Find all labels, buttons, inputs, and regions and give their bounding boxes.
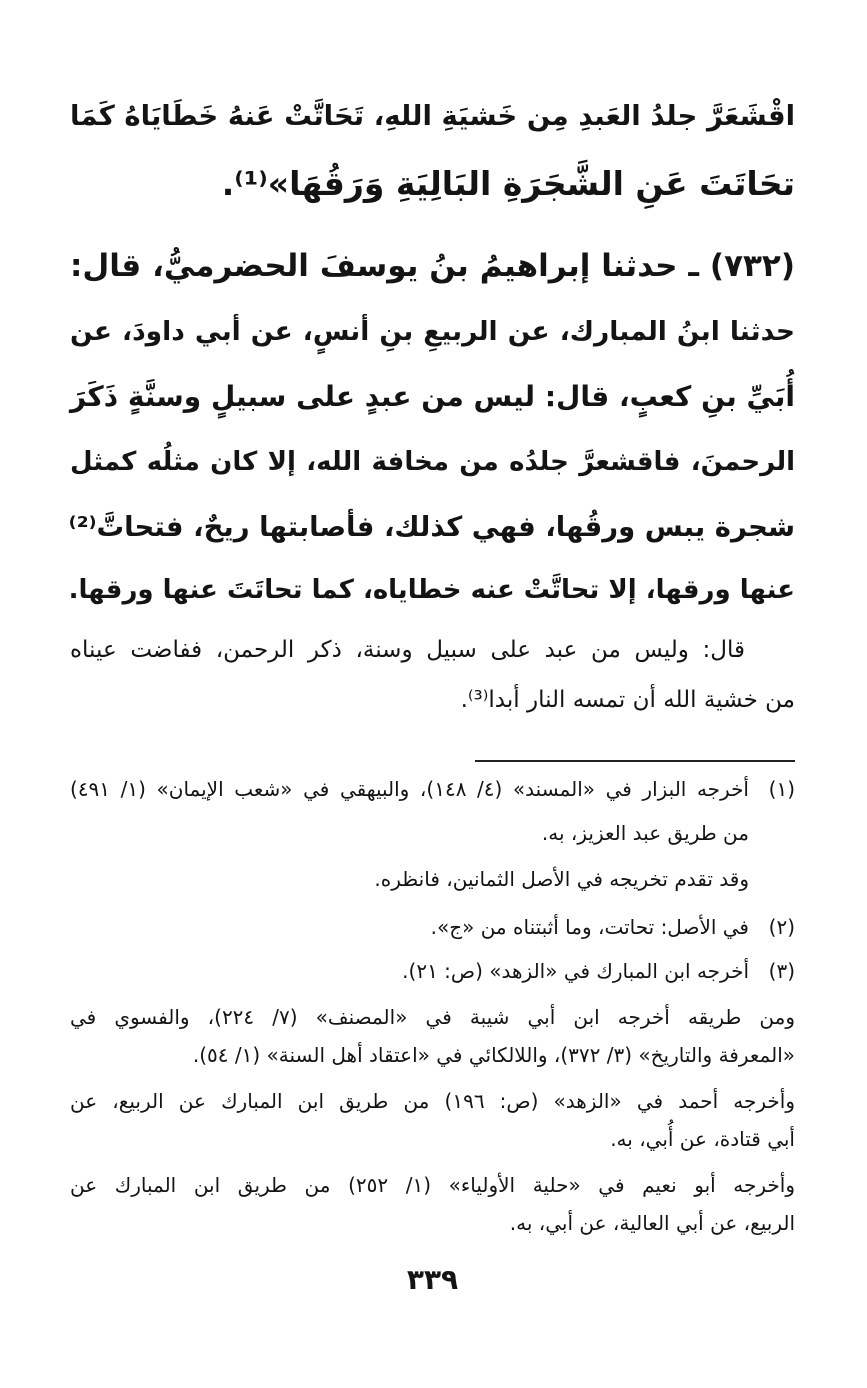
footnote-3-line-5: أبي قتادة، عن أُبي، به. [610,1127,795,1151]
book-page [70,0,795,1388]
footnote-1-text: أخرجه البزار في «المسند» (٤/ ١٤٨)، والبيهقي في «شعب الإيمان» (١/ ٤٩١) [70,777,749,801]
quote-line-2: من خشية الله أن تمسه النار أبدا⁽³⁾. [460,687,795,713]
footnote-3-line-2: ومن طريقه أخرجه ابن أبي شيبة في «المصنف» (٧/ ٢٢٤)، والفسوي في [70,1005,795,1029]
main-text-line-6: الرحمنَ، فاقشعرَّ جلدُه من مخافة الله، إلا كان مثلُه كمثل [70,447,795,477]
quote-line-1: قال: وليس من عبد على سبيل وسنة، ذكر الرحمن، ففاضت عيناه [70,637,745,663]
main-text-line-1: اقْشَعَرَّ جلدُ العَبدِ مِن خَشيَةِ اللهِ، تَحَاتَّتْ عَنهُ خَطَايَاهُ كَمَا [70,100,795,132]
footnote-2-number: (٢) [768,915,795,939]
footnote-2-text: في الأصل: تحاتت، وما أثبتناه من «ج». [430,915,749,939]
footnote-3-line-6: وأخرجه أبو نعيم في «حلية الأولياء» (١/ ٢٥٢) من طريق ابن المبارك عن [70,1173,796,1197]
footnote-1-continuation: من طريق عبد العزيز، به. [541,821,749,845]
hadith-heading-line: (٧٣٢) ـ حدثنا إبراهيمُ بنُ يوسفَ الحضرميُّ، قال: [70,248,795,284]
main-text-line-5: أُبَيِّ بنِ كعبٍ، قال: ليس من عبدٍ على سبيلٍ وسنَّةٍ ذَكَرَ [70,380,795,413]
footnote-1-note: وقد تقدم تخريجه في الأصل الثمانين، فانظره. [374,867,749,891]
footnote-1-number: (١) [768,777,795,801]
main-text-line-7: شجرة يبس ورقُها، فهي كذلك، فأصابتها ريحٌ، فتحاتَّ⁽²⁾ [68,511,795,543]
footnote-3-line-7: الربيع، عن أبي العالية، عن أبي، به. [509,1211,795,1235]
footnote-3-text: أخرجه ابن المبارك في «الزهد» (ص: ٢١). [402,959,749,983]
footnote-3-line-4: وأخرجه أحمد في «الزهد» (ص: ١٩٦) من طريق ابن المبارك عن الربيع، عن [70,1089,795,1113]
page-number: ٣٣٩ [406,1263,459,1296]
main-text-line-4: حدثنا ابنُ المبارك، عن الربيعِ بنِ أنسٍ، عن أبي داودَ، عن [70,316,795,347]
footnote-separator [475,760,795,762]
footnote-3-number: (٣) [768,959,795,983]
main-text-line-8: عنها ورقها، إلا تحاتَّتْ عنه خطاياه، كما تحاتَتَ عنها ورقها. [68,575,795,605]
main-text-line-2: تحَاتَتَ عَنِ الشَّجَرَةِ البَالِيَةِ وَرَقُهَا»⁽¹⁾. [221,164,795,203]
footnote-3-line-3: «المعرفة والتاريخ» (٣/ ٣٧٢)، واللالكائي في «اعتقاد أهل السنة» (١/ ٥٤). [192,1043,795,1067]
